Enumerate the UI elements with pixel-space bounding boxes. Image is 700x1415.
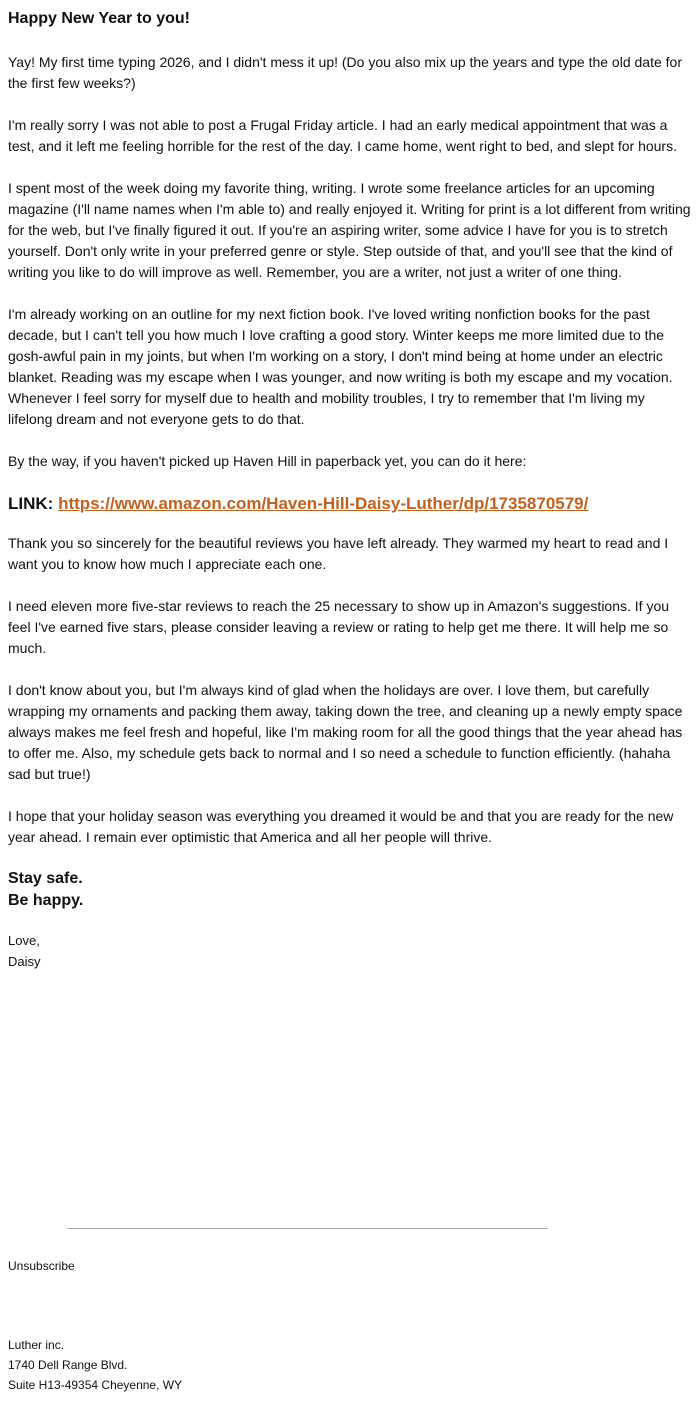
unsubscribe-link[interactable]: Unsubscribe (8, 1259, 75, 1273)
paragraph-first-time-typing: Yay! My first time typing 2026, and I didn't mess it up! (Do you also mix up the years and type the old date for the first few weeks?) (8, 54, 682, 91)
address-company: Luther inc. (8, 1338, 65, 1352)
footer-address (8, 1335, 182, 1395)
signoff-stay-safe: Stay safe. (8, 870, 83, 887)
paragraph-writing-week: I spent most of the week doing my favorite thing, writing. I wrote some freelance articles for an upcoming magazine (I'll name names when I'm able to) and really enjoyed it. Writing for print is a lot different from writing for the web, but I've finally figured it out. If you're an aspiring writer, some advice I have for you is to stretch yourself. Don't only write in your preferred genre or style. Step outside of that, and you'll see that the kind of writing you like to do will improve as well. Remember, you are a writer, not just a writer of one thing. (8, 180, 691, 280)
paragraph-haven-hill: By the way, if you haven't picked up Haven Hill in paperback yet, you can do it here: (8, 453, 527, 469)
address-street: 1740 Dell Range Blvd. (8, 1358, 128, 1372)
address-city: Suite H13-49354 Cheyenne, WY (8, 1378, 183, 1392)
closing (8, 930, 692, 972)
paragraph-holidays: I don't know about you, but I'm always kind of glad when the holidays are over. I love them, but carefully wrapping my ornaments and packing them away, taking down the tree, and cleaning up a newly empty space always makes me feel fresh and hopeful, like I'm making room for all the good things that the year ahead has to offer me. Also, my schedule gets back to normal and I so need a schedule to function efficiently. (hahaha sad but true!) (8, 682, 683, 782)
paragraph-holiday-season: I hope that your holiday season was everything you dreamed it would be and that you are ready for the new year ahead. I remain ever optimistic that America and all her people will thrive. (8, 808, 674, 845)
greeting-heading: Happy New Year to you! (8, 10, 190, 27)
link-label: LINK: (8, 494, 54, 513)
paragraph-frugal-friday: I'm really sorry I was not able to post a Frugal Friday article. I had an early medical appointment that was a test, and it left me feeling horrible for the rest of the day. I came home, went right to bed, and slept for hours. (8, 117, 677, 154)
haven-hill-amazon-link[interactable]: https://www.amazon.com/Haven-Hill-Daisy-Luther/dp/1735870579/ (58, 494, 589, 513)
paragraph-fiction-book: I'm already working on an outline for my next fiction book. I've loved writing nonfiction books for the past decade, but I can't tell you how much I love crafting a good story. Winter keeps me more limited due to the gosh-awful pain in my joints, but when I'm working on a story, I don't mind being at home under an electric blanket. Reading was my escape when I was younger, and now writing is both my escape and my vocation. Whenever I feel sorry for myself due to health and mobility troubles, I try to remember that I'm living my lifelong dream and not everyone gets to do that. (8, 306, 673, 427)
footer-divider (67, 1228, 548, 1229)
paragraph-thank-you: Thank you so sincerely for the beautiful reviews you have left already. They warmed my heart to read and I want you to know how much I appreciate each one. (8, 535, 669, 572)
signoff (8, 868, 692, 912)
paragraph-reviews: I need eleven more five-star reviews to reach the 25 necessary to show up in Amazon's suggestions. If you feel I've earned five stars, please consider leaving a review or rating to help get me there. It will help me so much. (8, 598, 670, 656)
signoff-be-happy: Be happy. (8, 892, 84, 909)
closing-love: Love, (8, 933, 40, 948)
link-line (8, 492, 692, 516)
closing-signature: Daisy (8, 954, 41, 969)
